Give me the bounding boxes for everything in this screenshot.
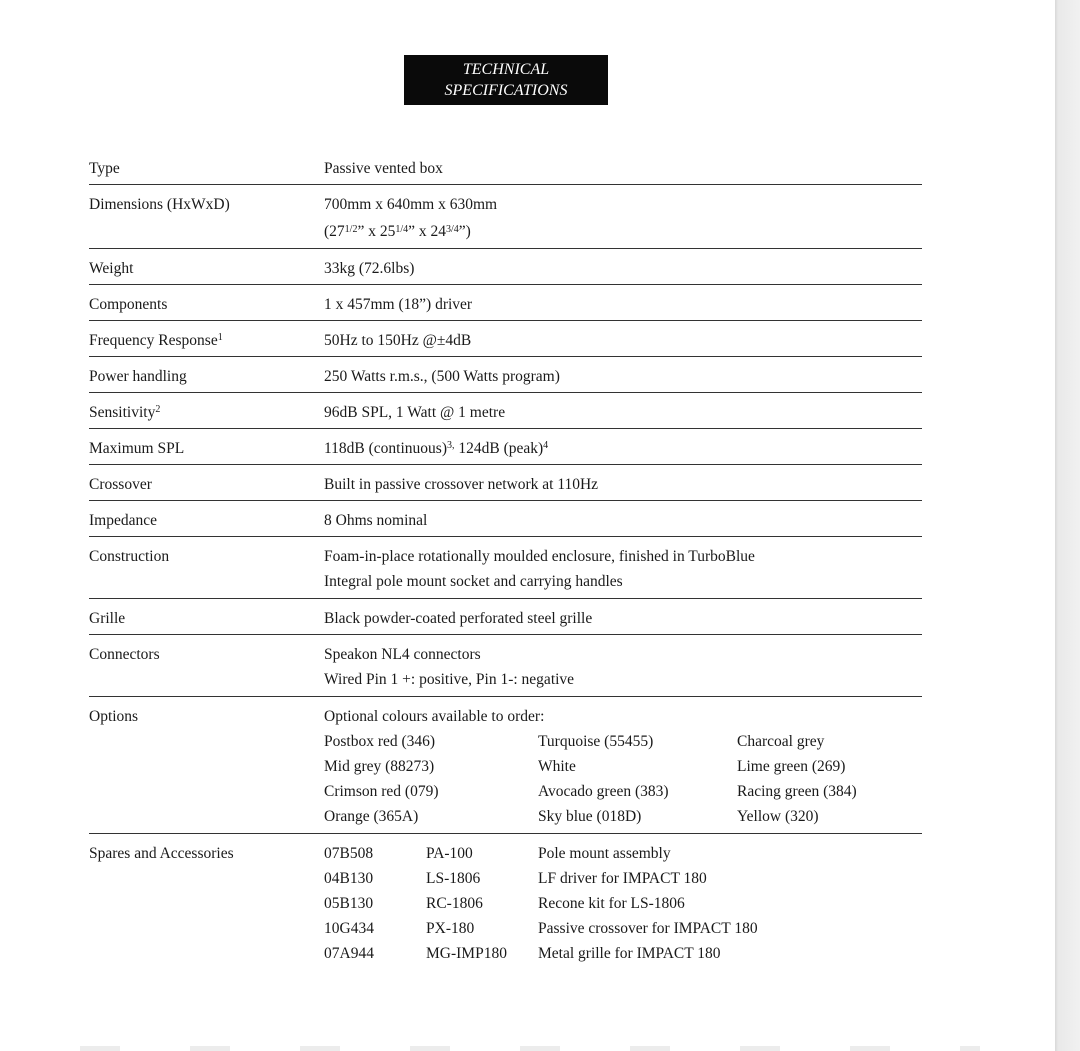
color-option: Orange (365A) bbox=[324, 808, 419, 825]
value-text: 118dB (continuous) bbox=[324, 440, 447, 457]
spec-value: 50Hz to 150Hz @±4dB bbox=[324, 332, 472, 349]
spec-row-weight bbox=[89, 249, 922, 285]
color-option: Crimson red (079) bbox=[324, 783, 439, 800]
spec-row-impedance bbox=[89, 501, 922, 537]
spec-row-connectors bbox=[89, 635, 922, 697]
spec-label: Weight bbox=[89, 260, 134, 277]
spec-label bbox=[89, 400, 324, 425]
title-line-1: TECHNICAL bbox=[462, 61, 550, 78]
spare-code: 07B508 bbox=[324, 845, 374, 862]
spec-row-dimensions bbox=[89, 185, 922, 249]
spec-label: Spares and Accessories bbox=[89, 845, 234, 862]
spec-value bbox=[324, 704, 927, 829]
spare-desc: Recone kit for LS-1806 bbox=[538, 895, 685, 912]
spare-part: PA-100 bbox=[426, 845, 473, 862]
value-line: Speakon NL4 connectors bbox=[324, 646, 481, 663]
page-edge bbox=[1055, 0, 1080, 1051]
spec-row-power bbox=[89, 357, 922, 393]
footnote-mark: 4 bbox=[543, 440, 549, 451]
value-line: Foam-in-place rotationally moulded enclosure, finished in TurboBlue bbox=[324, 548, 755, 565]
color-option: Sky blue (018D) bbox=[538, 808, 642, 825]
value-text: 124dB (peak) bbox=[454, 440, 544, 457]
spec-row-options bbox=[89, 697, 922, 834]
color-option: Turquoise (55455) bbox=[538, 733, 654, 750]
spec-value: Black powder-coated perforated steel grille bbox=[324, 610, 593, 627]
spec-value bbox=[324, 642, 922, 692]
spec-row-frequency bbox=[89, 321, 922, 357]
color-option: Charcoal grey bbox=[737, 733, 825, 750]
next-page-bleed bbox=[80, 1046, 980, 1051]
spec-label: Grille bbox=[89, 610, 126, 627]
spare-part: MG-IMP180 bbox=[426, 945, 507, 962]
color-option: Postbox red (346) bbox=[324, 733, 436, 750]
color-option: Lime green (269) bbox=[737, 758, 846, 775]
spare-part: LS-1806 bbox=[426, 870, 481, 887]
spec-label: Dimensions (HxWxD) bbox=[89, 196, 230, 213]
dim-part: ”) bbox=[458, 223, 471, 240]
spare-part: RC-1806 bbox=[426, 895, 483, 912]
value-line: Integral pole mount socket and carrying handles bbox=[324, 573, 623, 590]
spec-value: Built in passive crossover network at 110Hz bbox=[324, 476, 599, 493]
dim-fraction: 1/4 bbox=[395, 224, 409, 235]
options-intro: Optional colours available to order: bbox=[324, 708, 545, 725]
spec-row-components bbox=[89, 285, 922, 321]
spec-row-grille bbox=[89, 599, 922, 635]
footnote-mark: 1 bbox=[217, 332, 223, 343]
spec-value bbox=[324, 544, 922, 594]
spare-desc: Metal grille for IMPACT 180 bbox=[538, 945, 721, 962]
color-option: White bbox=[538, 758, 576, 775]
spec-label: Maximum SPL bbox=[89, 440, 185, 457]
value-line: Wired Pin 1 +: positive, Pin 1-: negative bbox=[324, 671, 575, 688]
dim-part: (27 bbox=[324, 223, 345, 240]
spec-label: Impedance bbox=[89, 512, 157, 529]
spec-value bbox=[324, 192, 922, 244]
spare-code: 07A944 bbox=[324, 945, 374, 962]
spec-row-max-spl bbox=[89, 429, 922, 465]
dim-fraction: 1/2 bbox=[344, 224, 358, 235]
spare-desc: Passive crossover for IMPACT 180 bbox=[538, 920, 758, 937]
spec-label bbox=[89, 328, 324, 353]
spec-value: 1 x 457mm (18”) driver bbox=[324, 296, 473, 313]
dim-part: ” x 24 bbox=[408, 223, 447, 240]
color-option: Yellow (320) bbox=[737, 808, 819, 825]
label-text: Frequency Response bbox=[89, 332, 218, 349]
spec-label: Connectors bbox=[89, 646, 160, 663]
spare-desc: Pole mount assembly bbox=[538, 845, 671, 862]
section-title bbox=[404, 55, 608, 105]
dimensions-metric: 700mm x 640mm x 630mm bbox=[324, 196, 498, 213]
spec-label: Power handling bbox=[89, 368, 187, 385]
spec-row-crossover bbox=[89, 465, 922, 501]
spares-list bbox=[324, 841, 758, 966]
spec-value: 33kg (72.6lbs) bbox=[324, 260, 415, 277]
spec-row-construction bbox=[89, 537, 922, 599]
dim-fraction: 3/4 bbox=[446, 224, 459, 235]
spare-desc: LF driver for IMPACT 180 bbox=[538, 870, 707, 887]
footnote-mark: 2 bbox=[155, 404, 161, 415]
spec-value: 96dB SPL, 1 Watt @ 1 metre bbox=[324, 404, 506, 421]
color-option: Avocado green (383) bbox=[538, 783, 669, 800]
spec-value bbox=[324, 436, 922, 461]
spec-label: Type bbox=[89, 160, 120, 177]
spare-part: PX-180 bbox=[426, 920, 475, 937]
spare-code: 04B130 bbox=[324, 870, 374, 887]
spec-row-sensitivity bbox=[89, 393, 922, 429]
spec-row-spares bbox=[89, 834, 922, 966]
spec-label: Components bbox=[89, 296, 168, 313]
label-text: Sensitivity bbox=[89, 404, 156, 421]
spec-value: 8 Ohms nominal bbox=[324, 512, 428, 529]
color-option: Racing green (384) bbox=[737, 783, 857, 800]
spare-code: 10G434 bbox=[324, 920, 374, 937]
spec-label: Construction bbox=[89, 548, 170, 565]
title-line-2: SPECIFICATIONS bbox=[444, 82, 568, 99]
color-grid bbox=[324, 729, 927, 829]
spec-table bbox=[89, 150, 922, 966]
spec-row-type bbox=[89, 150, 922, 185]
spec-value: Passive vented box bbox=[324, 160, 443, 177]
color-option: Mid grey (88273) bbox=[324, 758, 435, 775]
footnote-mark: 3, bbox=[447, 440, 455, 451]
spec-label: Crossover bbox=[89, 476, 152, 493]
spec-label: Options bbox=[89, 708, 139, 725]
dimensions-imperial bbox=[324, 217, 922, 244]
spec-value: 250 Watts r.m.s., (500 Watts program) bbox=[324, 368, 560, 385]
spare-code: 05B130 bbox=[324, 895, 374, 912]
dim-part: ” x 25 bbox=[357, 223, 396, 240]
